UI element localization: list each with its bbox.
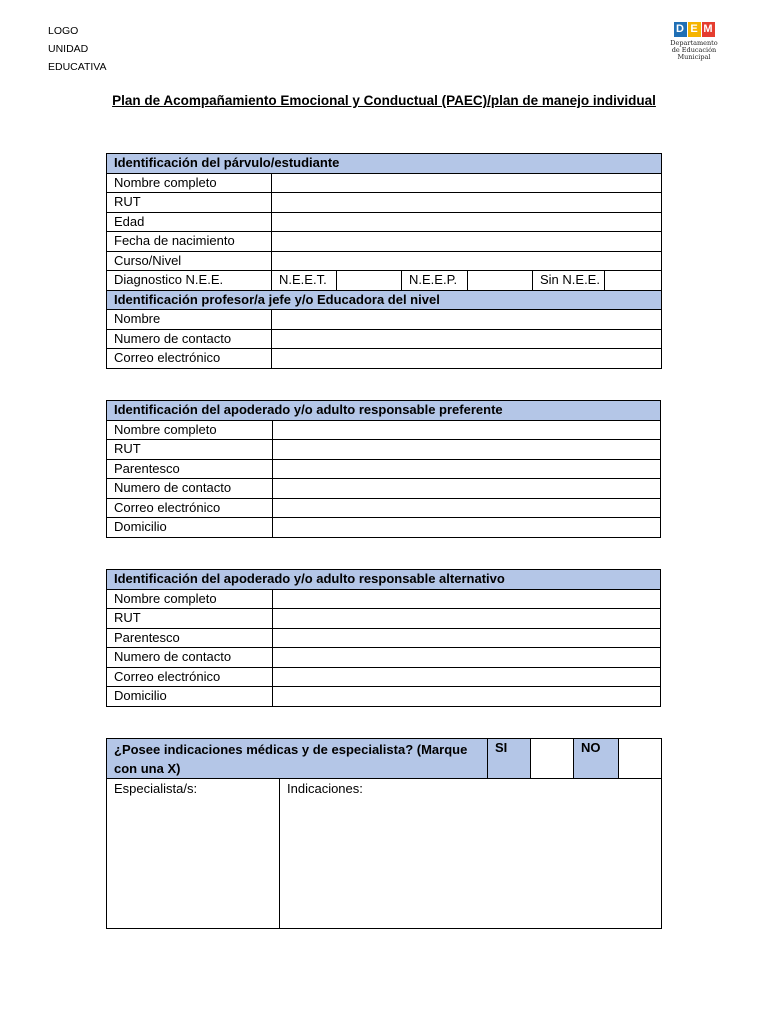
- field-value-cell[interactable]: [272, 212, 662, 232]
- guardian-alternative-header: Identificación del apoderado y/o adulto responsable alternativo: [107, 570, 661, 590]
- diag-option-label: Sin N.E.E.: [533, 271, 605, 291]
- field-label: Correo electrónico: [107, 667, 273, 687]
- specialist-label: Especialista/s:: [114, 781, 198, 796]
- field-value-cell[interactable]: [273, 628, 661, 648]
- indications-cell[interactable]: [280, 779, 662, 929]
- field-value-cell[interactable]: [272, 329, 662, 349]
- diag-option-checkbox[interactable]: [337, 271, 402, 291]
- field-value-cell[interactable]: [273, 589, 661, 609]
- deem-logo: [664, 22, 724, 61]
- logo-line: LOGO: [48, 25, 79, 37]
- field-label: Parentesco: [107, 628, 273, 648]
- field-value-cell[interactable]: [272, 251, 662, 271]
- field-value-cell[interactable]: [273, 479, 661, 499]
- field-label: RUT: [107, 193, 272, 213]
- deem-caption-line: Municipal: [677, 53, 711, 61]
- diag-option-checkbox[interactable]: [605, 271, 662, 291]
- field-value-cell[interactable]: [273, 687, 661, 707]
- deem-letter-e: E: [688, 22, 701, 37]
- field-label: Numero de contacto: [107, 329, 272, 349]
- field-value-cell[interactable]: [273, 459, 661, 479]
- field-value-cell[interactable]: [273, 420, 661, 440]
- field-label: Correo electrónico: [107, 349, 272, 369]
- deem-caption-line: Departamento: [670, 39, 718, 47]
- logo-line: UNIDAD: [48, 43, 89, 55]
- field-value-cell[interactable]: [272, 232, 662, 252]
- indications-label: Indicaciones:: [287, 781, 363, 796]
- field-value-cell[interactable]: [272, 173, 662, 193]
- field-value-cell[interactable]: [272, 310, 662, 330]
- field-label: RUT: [107, 609, 273, 629]
- deem-letter-m: M: [703, 23, 713, 35]
- field-value-cell[interactable]: [273, 518, 661, 538]
- guardian-preferred-table: [106, 400, 661, 538]
- medical-indications-table: [106, 738, 662, 929]
- teacher-section-header: Identificación profesor/a jefe y/o Educadora del nivel: [107, 290, 662, 310]
- deem-letter-d: D: [674, 22, 687, 37]
- no-checkbox[interactable]: [619, 739, 662, 779]
- guardian-preferred-header: Identificación del apoderado y/o adulto responsable preferente: [107, 401, 661, 421]
- guardian-alternative-table: [106, 569, 661, 707]
- page-title: Plan de Acompañamiento Emocional y Conductual (PAEC)/plan de manejo individual: [112, 93, 656, 108]
- field-label: Diagnostico N.E.E.: [107, 271, 272, 291]
- deem-caption-line: de Educación: [671, 46, 717, 54]
- diag-option-checkbox[interactable]: [468, 271, 533, 291]
- field-value-cell[interactable]: [273, 648, 661, 668]
- field-label: Domicilio: [107, 687, 273, 707]
- logo-line: EDUCATIVA: [48, 61, 107, 73]
- yes-label: SI: [488, 739, 531, 779]
- field-label: RUT: [107, 440, 273, 460]
- field-value-cell[interactable]: [273, 440, 661, 460]
- field-label: Numero de contacto: [107, 648, 273, 668]
- school-logo-placeholder: [48, 22, 107, 76]
- yes-checkbox[interactable]: [531, 739, 574, 779]
- no-label: NO: [574, 739, 619, 779]
- field-label: Numero de contacto: [107, 479, 273, 499]
- field-label: Curso/Nivel: [107, 251, 272, 271]
- field-label: Edad: [107, 212, 272, 232]
- diag-option-label: N.E.E.T.: [272, 271, 337, 291]
- specialist-cell[interactable]: [107, 779, 280, 929]
- field-label: Nombre completo: [107, 420, 273, 440]
- field-label: Parentesco: [107, 459, 273, 479]
- student-section-header: Identificación del párvulo/estudiante: [107, 154, 662, 174]
- field-value-cell[interactable]: [273, 667, 661, 687]
- field-label: Nombre: [107, 310, 272, 330]
- field-label: Nombre completo: [107, 589, 273, 609]
- field-value-cell[interactable]: [272, 349, 662, 369]
- field-label: Correo electrónico: [107, 498, 273, 518]
- diag-option-label: N.E.E.P.: [402, 271, 468, 291]
- field-value-cell[interactable]: [273, 498, 661, 518]
- field-label: Domicilio: [107, 518, 273, 538]
- field-value-cell[interactable]: [272, 193, 662, 213]
- field-label: Nombre completo: [107, 173, 272, 193]
- student-table: [106, 153, 662, 369]
- field-value-cell[interactable]: [273, 609, 661, 629]
- field-label: Fecha de nacimiento: [107, 232, 272, 252]
- medical-question: ¿Posee indicaciones médicas y de especialista? (Marque con una X): [107, 739, 488, 779]
